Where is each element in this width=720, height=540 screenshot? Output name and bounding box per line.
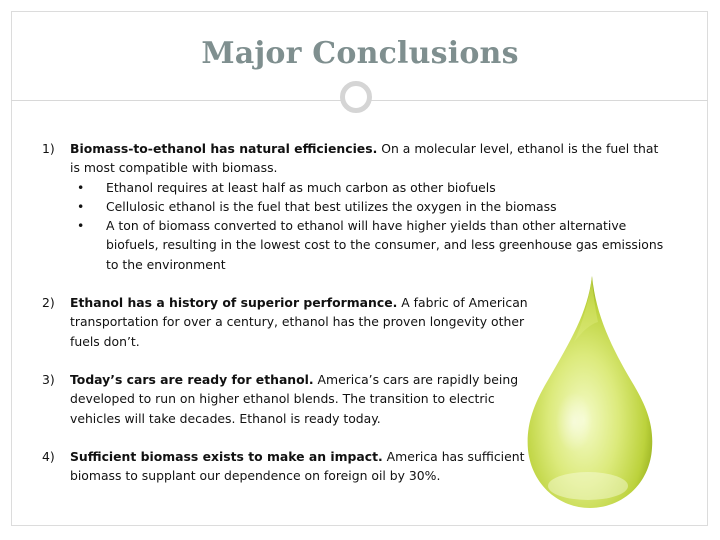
item-text: America has sufficient biomass to supplant our dependence on foreign oil by 30%. [70, 448, 525, 484]
item-text: A fabric of American transportation for over a century, ethanol has the proven longevity other fuels don’t. [70, 295, 528, 349]
ethanol-drop-image [522, 272, 658, 512]
list-item [42, 293, 545, 351]
item-number: 1) [42, 141, 55, 156]
list-item [42, 447, 545, 486]
bullet-text: A ton of biomass converted to ethanol will have higher yields than other alternative biofuels, resulting in the lowest cost to the consumer, and less greenhouse gas emissions to the environment [106, 218, 664, 272]
item-number: 3) [42, 371, 55, 387]
item-number: 2) [42, 295, 55, 311]
bullet-list [70, 178, 672, 274]
bullet-item [70, 178, 672, 197]
list-item [42, 370, 545, 428]
bullet-item [70, 216, 672, 274]
item-number: 4) [42, 448, 55, 464]
item-text: America’s cars are rapidly being developed to run on higher ethanol blends. The transition to electric vehicles will take decades. Ethanol is ready today. [70, 371, 519, 426]
divider-circle-ornament [340, 81, 372, 113]
bullet-text: Cellulosic ethanol is the fuel that best utilizes the oxygen in the biomass [106, 198, 557, 214]
item-heading: Ethanol has a history of superior performance. [70, 295, 398, 311]
bullet-dot: • [77, 198, 85, 214]
item-text: On a molecular level, ethanol is the fuel that is most compatible with biomass. [70, 141, 659, 176]
bullet-text: Ethanol requires at least half as much carbon as other biofuels [106, 179, 496, 195]
item-heading: Biomass-to-ethanol has natural efficiencies. [70, 141, 378, 156]
slide-title: Major Conclusions [201, 36, 519, 71]
bullet-dot: • [77, 218, 85, 234]
bullet-dot: • [77, 179, 85, 195]
item-heading: Today’s cars are ready for ethanol. [70, 371, 314, 387]
bullet-item [70, 197, 672, 216]
list-item [42, 139, 672, 274]
item-heading: Sufficient biomass exists to make an impact. [70, 448, 383, 464]
